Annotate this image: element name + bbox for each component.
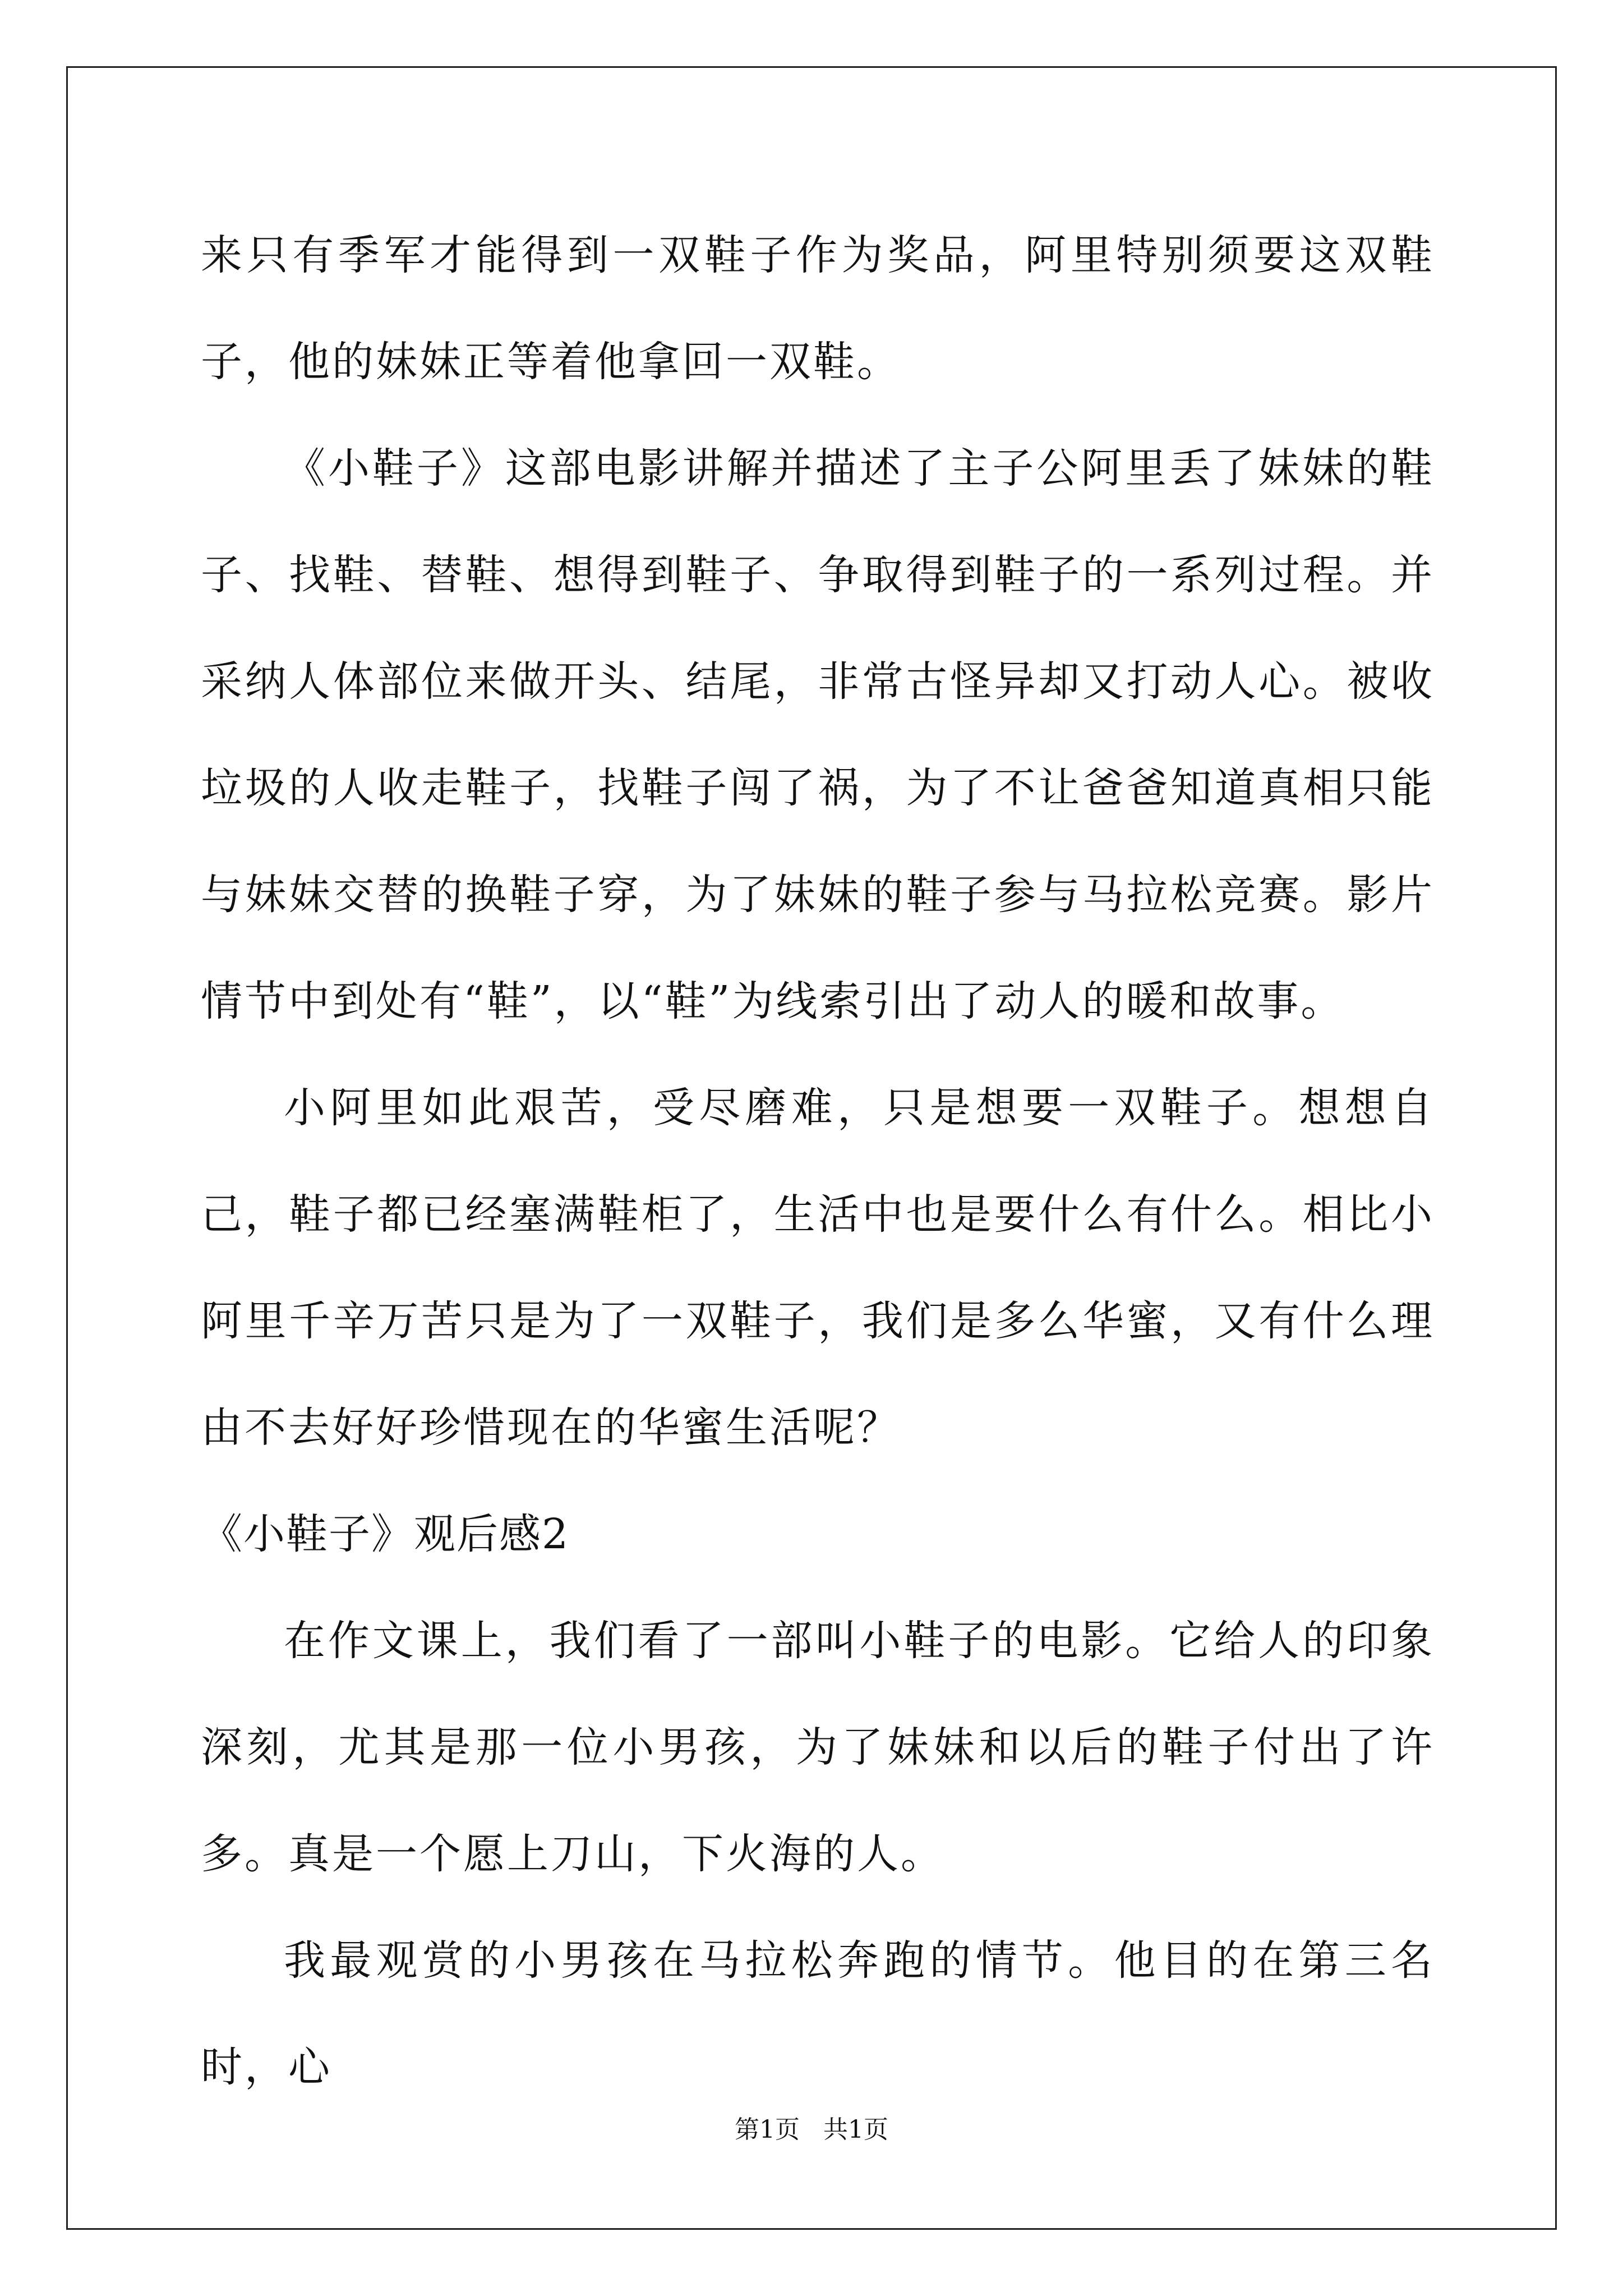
page-total: 共1页 [823, 2115, 888, 2144]
paragraph: 小阿里如此艰苦，受尽磨难，只是想要一双鞋子。想想自己，鞋子都已经塞满鞋柜了，生活中也是要什么有什么。相比小阿里千辛万苦只是为了一双鞋子，我们是多么华蜜，又有什么理由不去好好珍惜现在的华蜜生活呢？ [201, 1084, 1435, 1452]
section-heading: 《小鞋子》观后感2 [201, 1510, 570, 1558]
paragraph: 来只有季军才能得到一双鞋子作为奖品，阿里特别须要这双鞋子，他的妹妹正等着他拿回一双鞋。 [201, 231, 1435, 386]
paragraph: 在作文课上，我们看了一部叫小鞋子的电影。它给人的印象深刻，尤其是那一位小男孩，为了妹妹和以后的鞋子付出了许多。真是一个愿上刀山，下火海的人。 [201, 1617, 1435, 1878]
paragraph: 《小鞋子》这部电影讲解并描述了主子公阿里丢了妹妹的鞋子、找鞋、替鞋、想得到鞋子、争取得到鞋子的一系列过程。并采纳人体部位来做开头、结尾，非常古怪异却又打动人心。被收垃圾的人收走鞋子，找鞋子闯了祸，为了不让爸爸知道真相只能与妹妹交替的换鞋子穿，为了妹妹的鞋子参与马拉松竞赛。影片情节中到处有“鞋”，以“鞋”为线索引出了动人的暖和故事。 [201, 444, 1435, 1025]
page-footer [0, 2109, 1623, 2145]
document-body [201, 202, 1435, 2120]
paragraph: 我最观赏的小男孩在马拉松奔跑的情节。他目的在第三名时，心 [201, 1936, 1435, 2091]
page-number: 第1页 [735, 2115, 800, 2144]
